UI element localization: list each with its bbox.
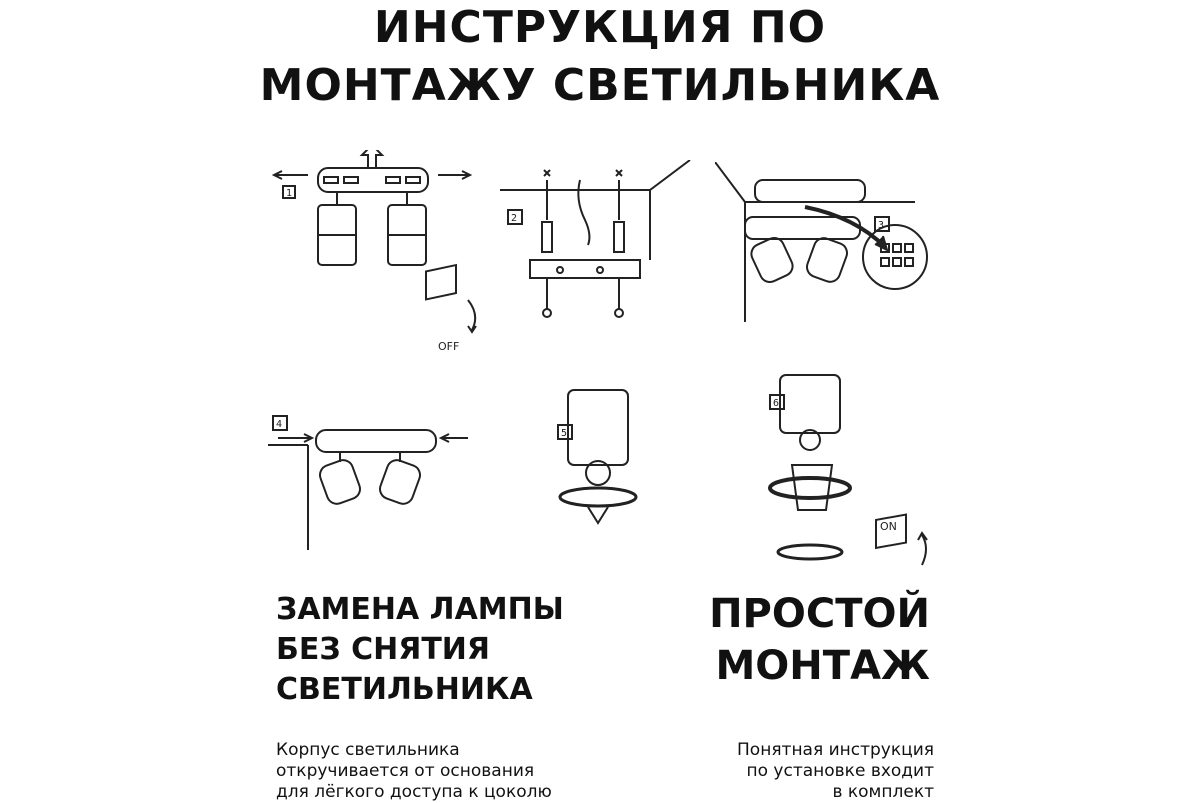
- step-5-number: 5: [561, 428, 568, 439]
- step-3-number: 3: [878, 220, 885, 231]
- step-6-illustration: [762, 370, 942, 580]
- feature-left-heading: [276, 590, 564, 710]
- step-2-number: 2: [511, 213, 518, 224]
- feature-left-text-line: откручивается от основания: [276, 761, 535, 781]
- feature-left-heading-line: БЕЗ СНЯТИЯ: [276, 632, 491, 667]
- step-3-illustration: [715, 162, 935, 322]
- step-2-illustration: [500, 160, 700, 330]
- feature-left-text-line: для лёгкого доступа к цоколю: [276, 782, 552, 802]
- page-title-line-1: ИНСТРУКЦИЯ ПО: [373, 2, 827, 53]
- step-6-number: 6: [773, 398, 780, 409]
- off-label: OFF: [438, 340, 460, 353]
- step-4-number: 4: [276, 419, 283, 430]
- feature-left-text-line: Корпус светильника: [276, 740, 460, 760]
- feature-left-description: [276, 740, 552, 803]
- feature-right-text-line: по установке входит: [746, 761, 934, 781]
- feature-right-heading-line: ПРОСТОЙ: [709, 591, 930, 637]
- step-1-illustration: [268, 150, 478, 360]
- page-title-line-2: МОНТАЖУ СВЕТИЛЬНИКА: [259, 60, 941, 111]
- step-4-illustration: [268, 410, 478, 560]
- feature-right-heading-line: МОНТАЖ: [715, 643, 930, 689]
- step-1-number: 1: [286, 188, 293, 199]
- feature-left-heading-line: СВЕТИЛЬНИКА: [276, 672, 533, 707]
- on-label: ON: [880, 520, 897, 533]
- step-5-illustration: [548, 385, 658, 535]
- feature-right-text-line: в комплект: [832, 782, 934, 802]
- feature-left-heading-line: ЗАМЕНА ЛАМПЫ: [276, 592, 564, 627]
- feature-right-heading: [709, 588, 930, 692]
- feature-right-description: [737, 740, 934, 803]
- feature-right-text-line: Понятная инструкция: [737, 740, 934, 760]
